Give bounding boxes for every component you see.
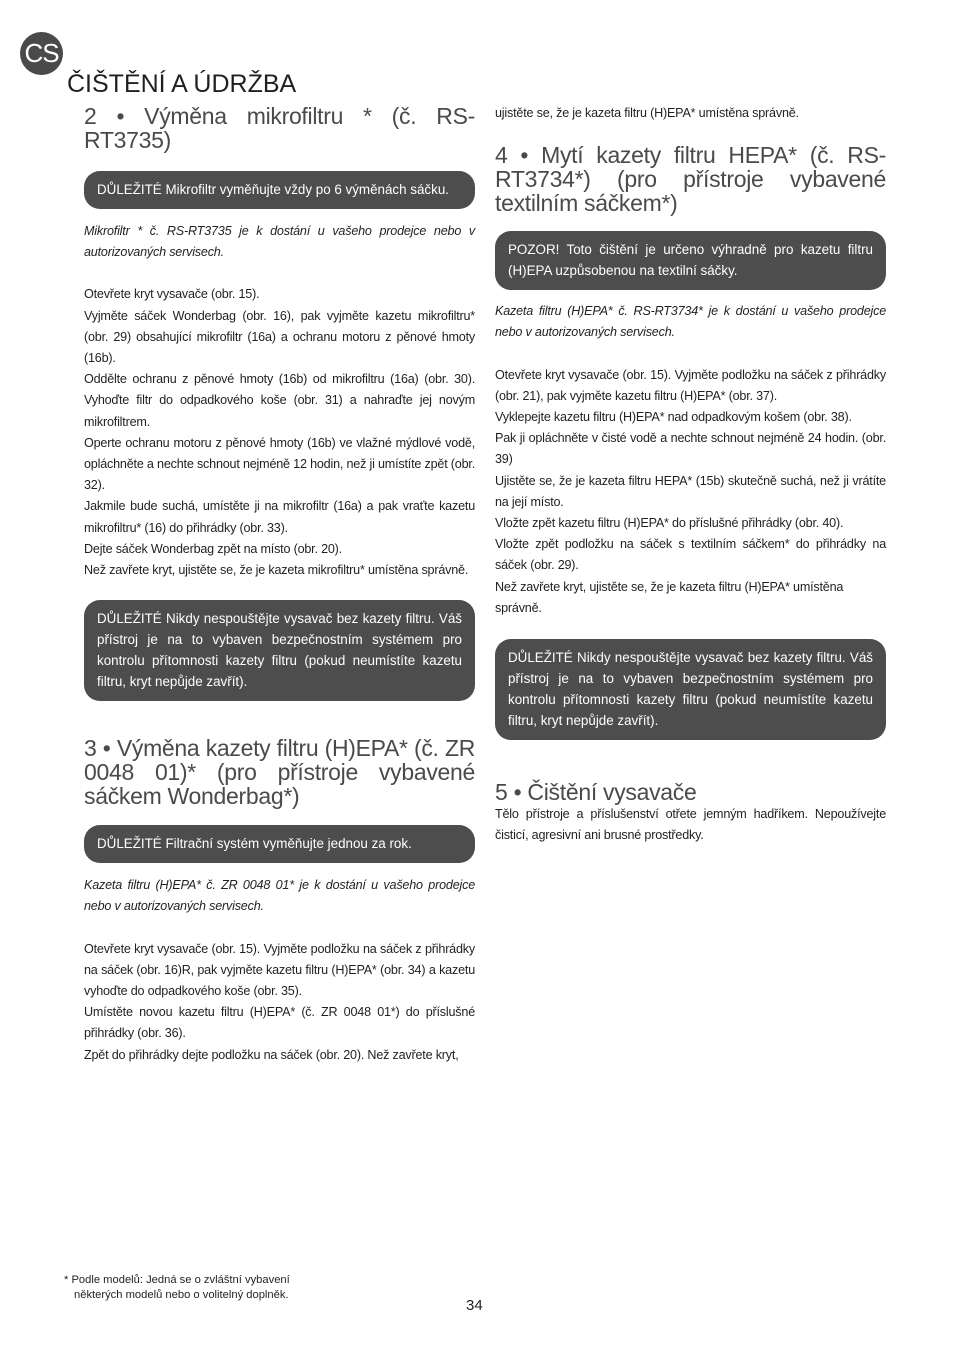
left-column <box>84 104 475 1066</box>
section-4-title: 4 • Mytí kazety filtru HEPA* (č. RS-RT3734*) (pro přístroje vybavené textilním sáčkem*) <box>495 142 886 217</box>
section-2-warning-note: DŮLEŽITÉ Nikdy nespouštějte vysavač bez kazety filtru. Váš přístroj je na to vybaven bezpečnostním systémem pro kontrolu přítomnosti kazety filtru (pokud neumístíte kazetu filtru, kryt nepůjde zavřít). <box>84 600 475 701</box>
section-4-step: Vyklepejte kazetu filtru (H)EPA* nad odpadkovým košem (obr. 38). <box>495 410 852 425</box>
section-2-important-note: DŮLEŽITÉ Mikrofiltr vyměňujte vždy po 6 výměnách sáčku. <box>84 171 475 209</box>
right-column <box>495 104 886 846</box>
section-4-caution-note: POZOR! Toto čištění je určeno výhradně pro kazetu filtru (H)EPA uzpůsobenou na textilní sáčky. <box>495 231 886 290</box>
section-3-step-continued: ujistěte se, že je kazeta filtru (H)EPA* umístěna správně. <box>495 106 799 120</box>
section-4-step: Pak ji opláchněte v čisté vodě a nechte schnout nejméně 24 hodin. (obr. 39) <box>495 431 886 467</box>
section-4-availability: Kazeta filtru (H)EPA* č. RS-RT3734* je k dostání u vašeho prodejce nebo v autorizovaných servisech. <box>495 304 886 340</box>
section-3-title: 3 • Výměna kazety filtru (H)EPA* (č. ZR 0048 01)* (pro přístroje vybavené sáčkem Wonderbag*) <box>84 735 475 810</box>
section-2-step: Dejte sáček Wonderbag zpět na místo (obr. 20). <box>84 541 342 556</box>
footnote-line-1: * Podle modelů: Jedná se o zvláštní vybavení <box>64 1274 290 1286</box>
section-2-availability: Mikrofiltr * č. RS-RT3735 je k dostání u vašeho prodejce nebo v autorizovaných servisech. <box>84 224 475 260</box>
section-3-step: Umístěte novou kazetu filtru (H)EPA* (č. ZR 0048 01*) do příslušné přihrádky (obr. 36). <box>84 1005 475 1041</box>
section-3-availability: Kazeta filtru (H)EPA* č. ZR 0048 01* je k dostání u vašeho prodejce nebo v autorizovaných servisech. <box>84 878 475 914</box>
section-4-warning-note: DŮLEŽITÉ Nikdy nespouštějte vysavač bez kazety filtru. Váš přístroj je na to vybaven bezpečnostním systémem pro kontrolu přítomnosti kazety filtru (pokud neumístíte kazetu filtru, kryt nepůjde zavřít). <box>495 639 886 740</box>
section-2-step: Otevřete kryt vysavače (obr. 15). <box>84 287 260 302</box>
section-4-step: Než zavřete kryt, ujistěte se, že je kazeta filtru (H)EPA* umístěna správně. <box>495 579 844 615</box>
footnote <box>64 1273 364 1303</box>
footnote-line-2: některých modelů nebo o volitelný doplněk. <box>74 1289 289 1301</box>
section-3-step: Otevřete kryt vysavače (obr. 15). Vyjměte podložku na sáček z přihrádky na sáček (obr. 16)R, pak vyjměte kazetu filtru (H)EPA* (obr. 34) a kazetu vyhoďte do odpadkového koše (obr. 35). <box>84 941 475 999</box>
page-title: ČIŠTĚNÍ A ÚDRŽBA <box>67 70 297 98</box>
section-3-step: Zpět do přihrádky dejte podložku na sáček (obr. 20). Než zavřete kryt, <box>84 1047 459 1062</box>
section-4-step: Ujistěte se, že je kazeta filtru HEPA* (15b) skutečně suchá, než ji vrátíte na její místo. <box>495 473 886 509</box>
section-2-step: Vyjměte sáček Wonderbag (obr. 16), pak vyjměte kazetu mikrofiltru* (obr. 29) obsahující mikrofiltr (16a) a ochranu motoru z pěnové hmoty (16b). <box>84 308 475 366</box>
section-5-text: Tělo přístroje a příslušenství otřete jemným hadříkem. Nepoužívejte čisticí, agresivní ani brusné prostředky. <box>495 807 886 843</box>
section-2-step: Jakmile bude suchá, umístěte ji na mikrofiltr (16a) a pak vraťte kazetu mikrofiltru* (16) do přihrádky (obr. 33). <box>84 499 475 535</box>
language-badge: CS <box>20 32 63 75</box>
section-3-important-note: DŮLEŽITÉ Filtrační systém vyměňujte jednou za rok. <box>84 825 475 863</box>
section-2-step: Oddělte ochranu z pěnové hmoty (16b) od mikrofiltru (16a) (obr. 30). Vyhoďte filtr do odpadkového koše (obr. 31) a nahraďte jej novým mikrofiltrem. <box>84 372 475 429</box>
page-number: 34 <box>466 1297 483 1314</box>
section-2-step: Než zavřete kryt, ujistěte se, že je kazeta mikrofiltru* umístěna správně. <box>84 563 469 578</box>
section-4-step: Vložte zpět kazetu filtru (H)EPA* do příslušné přihrádky (obr. 40). <box>495 516 844 531</box>
section-5-title: 5 • Čištění vysavače <box>495 779 697 806</box>
section-4-step: Vložte zpět podložku na sáček s textilním sáčkem* do přihrádky na sáček (obr. 29). <box>495 537 886 573</box>
section-2-step: Operte ochranu motoru z pěnové hmoty (16b) ve vlažné mýdlové vodě, opláchněte a nechte schnout nejméně 12 hodin, než ji umístíte zpět (obr. 32). <box>84 435 475 493</box>
section-2-title: 2 • Výměna mikrofiltru * (č. RS-RT3735) <box>84 103 475 153</box>
section-4-step: Otevřete kryt vysavače (obr. 15). Vyjměte podložku na sáček z přihrádky (obr. 21), pak vyjměte kazetu filtru (H)EPA* (obr. 37). <box>495 367 886 403</box>
